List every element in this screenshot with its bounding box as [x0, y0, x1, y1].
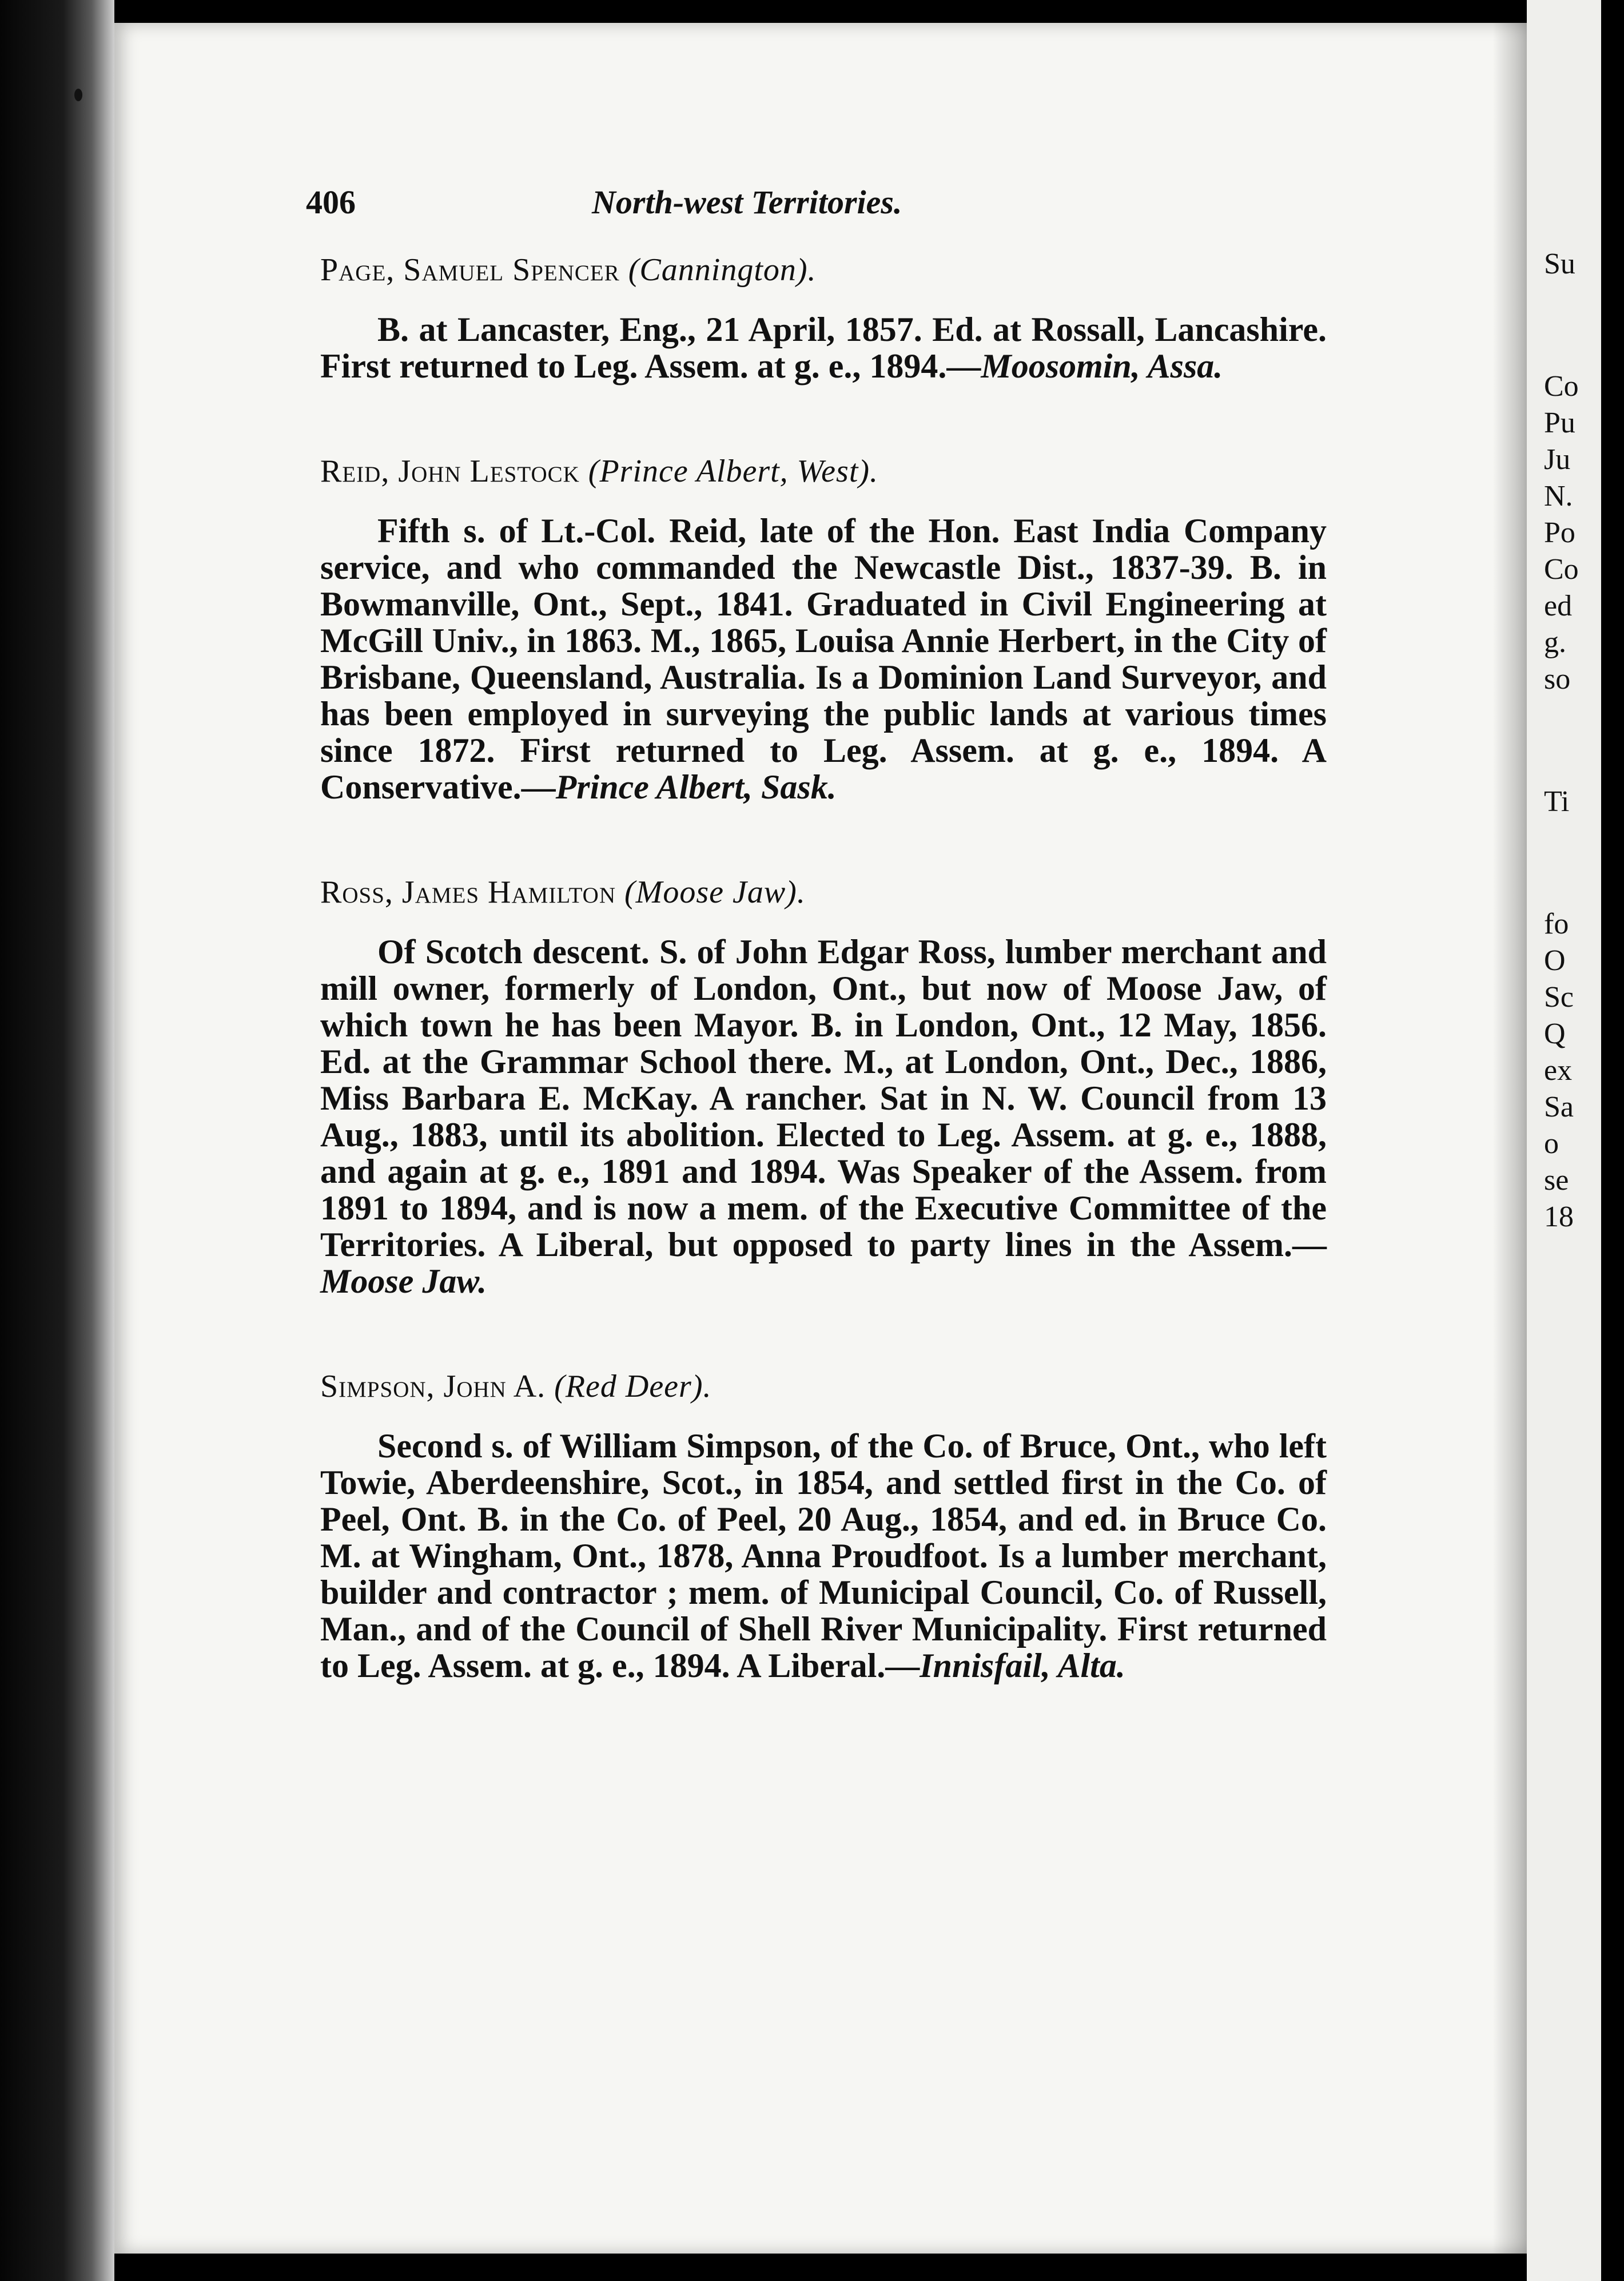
entry-given-name: John A. [443, 1369, 546, 1404]
facing-page-fragments [1544, 246, 1607, 1235]
facing-fragment: Ju [1544, 443, 1571, 476]
entry-biography [320, 512, 1327, 805]
facing-fragment: ed [1544, 590, 1573, 622]
entry-given-name: John Lestock [398, 454, 580, 489]
entry-constituency: (Red Deer). [554, 1369, 712, 1404]
facing-fragment: Ti [1544, 785, 1570, 818]
biography-entry [320, 252, 1327, 384]
entry-name-line [320, 453, 1327, 490]
facing-page-edge [1527, 0, 1624, 2281]
facing-fragment: so [1544, 663, 1571, 696]
entry-bio-text: Fifth s. of Lt.-Col. Reid, late of the Hon. East India Company service, and who commanded the Newcastle Dist., 1837-39. B. in Bowmanville, Ont., Sept., 1841. Graduated in Civil Engineering at McGill Univ., in 1863. M., 1865, Louisa Annie Herbert, in the City of Brisbane, Queensland, Australia. Is a Dominion Land Surveyor, and has been employed in surveying the public lands at various times since 1872. First returned to Leg. Assem. at g. e., 1894. A Conservative.— [320, 512, 1327, 806]
facing-fragment: fo [1544, 908, 1569, 940]
entry-residence: Moosomin, Assa. [981, 347, 1223, 385]
facing-gap [1544, 283, 1607, 368]
facing-fragment: O [1544, 944, 1566, 977]
facing-fragment: se [1544, 1164, 1569, 1197]
entry-residence: Moose Jaw. [320, 1262, 487, 1300]
biography-entry [320, 453, 1327, 805]
entry-residence: Innisfail, Alta. [920, 1647, 1125, 1684]
entry-bio-text: Of Scotch descent. S. of John Edgar Ross, lumber merchant and mill owner, formerly of London, Ont., but now of Moose Jaw, of which town he has been Mayor. B. in London, Ont., 12 May, 1856. Ed. at the Grammar School there. M., at London, Ont., Dec., 1886, Miss Barbara E. McKay. A rancher. Sat in N. W. Council from 13 Aug., 1883, until its abolition. Elected to Leg. Assem. at g. e., 1888, and again at g. e., 1891 and 1894. Was Speaker of the Assem. from 1891 to 1894, and is now a mem. of the Executive Committee of the Territories. A Liberal, but opposed to party lines in the Assem.— [320, 933, 1327, 1263]
facing-fragment: 18 [1544, 1201, 1574, 1233]
entry-given-name: Samuel Spencer [403, 252, 620, 288]
facing-fragment: Sa [1544, 1091, 1574, 1123]
facing-fragment: Co [1544, 553, 1579, 586]
entry-surname: Reid, [320, 454, 390, 489]
running-title: North-west Territories. [592, 184, 902, 221]
entry-surname: Ross, [320, 875, 393, 910]
page-header [306, 183, 1164, 235]
page-number: 406 [306, 184, 356, 221]
entry-name-line [320, 1368, 1327, 1405]
page-gutter-shadow [1492, 23, 1527, 2254]
facing-gap [1544, 698, 1607, 784]
facing-fragment: ex [1544, 1054, 1573, 1087]
entry-name-line [320, 252, 1327, 288]
biography-entry [320, 1368, 1327, 1684]
page-content [320, 252, 1327, 1753]
biography-entry [320, 874, 1327, 1300]
entry-biography [320, 1428, 1327, 1684]
entry-name-line [320, 874, 1327, 911]
scan-left-border [0, 0, 114, 2281]
facing-fragment: Po [1544, 516, 1575, 549]
entry-biography [320, 933, 1327, 1300]
facing-fragment: g. [1544, 626, 1566, 659]
facing-fragment: Pu [1544, 407, 1575, 439]
ink-mark [74, 89, 82, 101]
facing-gap [1544, 820, 1607, 906]
entry-bio-text: Second s. of William Simpson, of the Co. of Bruce, Ont., who left Towie, Aberdeenshire, Scot., in 1854, and settled first in the Co. of Peel, Ont. B. in the Co. of Peel, 20 Aug., 1854, and ed. in Bruce Co. M. at Wingham, Ont., 1878, Anna Proudfoot. Is a lumber merchant, builder and contractor ; mem. of Municipal Council, Co. of Russell, Man., and of the Council of Shell River Municipality. First returned to Leg. Assem. at g. e., 1894. A Liberal.— [320, 1427, 1327, 1684]
entry-constituency: (Cannington). [628, 252, 817, 288]
facing-fragment: Q [1544, 1018, 1566, 1050]
facing-fragment: N. [1544, 480, 1573, 512]
entry-constituency: (Prince Albert, West). [588, 454, 879, 489]
entry-bio-text: B. at Lancaster, Eng., 21 April, 1857. Ed. at Rossall, Lancashire. First returned to Leg. Assem. at g. e., 1894.— [320, 311, 1327, 385]
facing-fragment: o [1544, 1127, 1559, 1160]
entry-surname: Simpson, [320, 1369, 435, 1404]
scan-right-border [1601, 0, 1624, 2281]
entry-constituency: (Moose Jaw). [624, 875, 806, 910]
entry-residence: Prince Albert, Sask. [555, 768, 837, 806]
facing-fragment: Sc [1544, 981, 1574, 1014]
entry-given-name: James Hamilton [401, 875, 616, 910]
facing-fragment: Su [1544, 248, 1575, 280]
entry-biography [320, 311, 1327, 384]
entry-surname: Page, [320, 252, 395, 288]
facing-fragment: Co [1544, 370, 1579, 403]
